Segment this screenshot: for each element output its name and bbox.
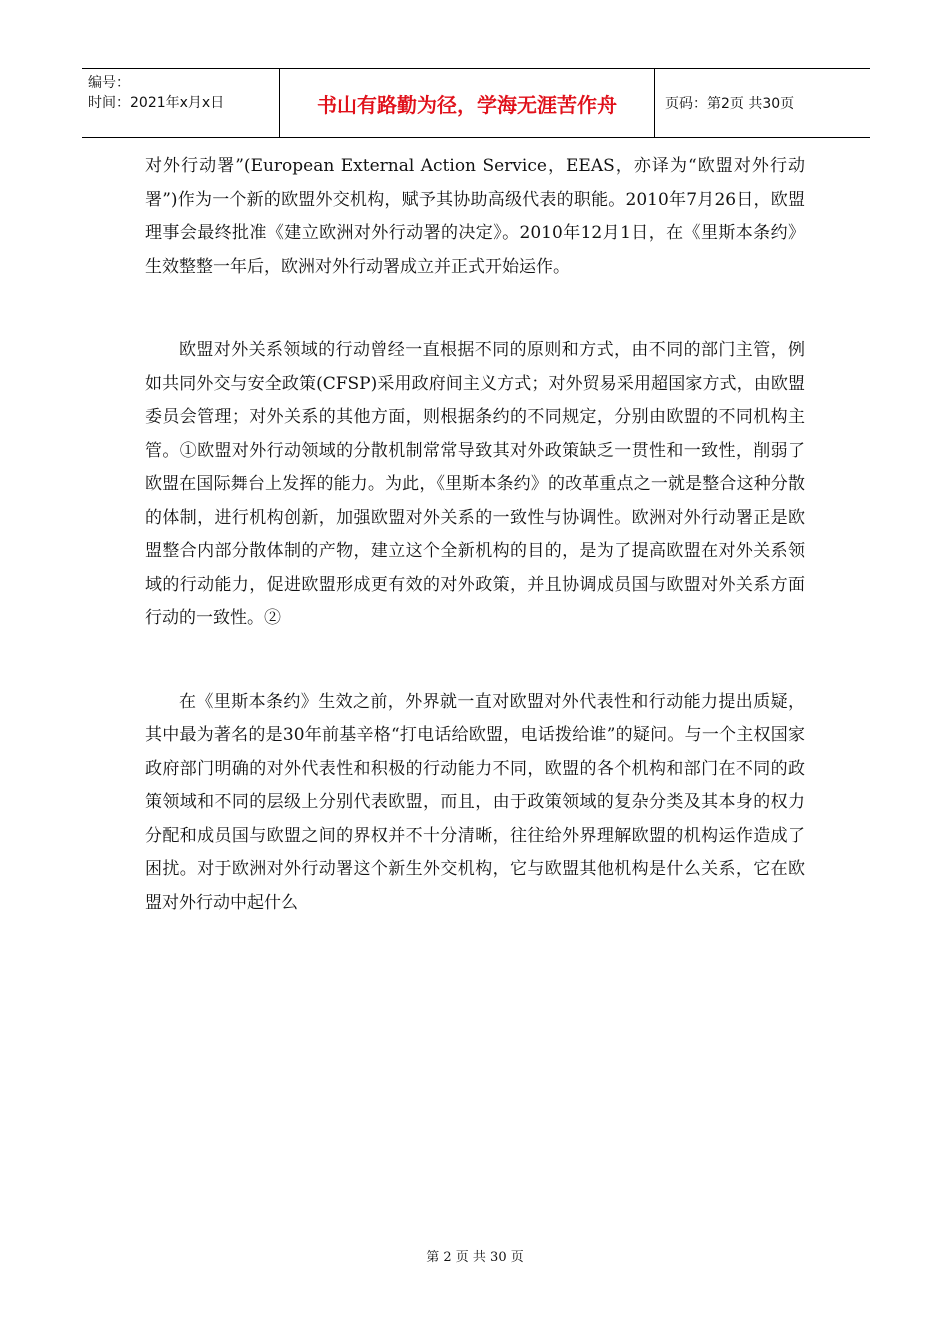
header-page-info: 页码：第2页 共30页 xyxy=(665,96,795,112)
paragraph-2: 欧盟对外关系领域的行动曾经一直根据不同的原则和方式，由不同的部门主管，例如共同外交与安全政策(CFSP)采用政府间主义方式；对外贸易采用超国家方式，由欧盟委员会管理；对外关系的其他方面，则根据条约的不同规定，分别由欧盟的不同机构主管。①欧盟对外行动领域的分散机制常常导致其对外政策缺乏一贯性和一致性，削弱了欧盟在国际舞台上发挥的能力。为此，《里斯本条约》的改革重点之一就是整合这种分散的体制，进行机构创新，加强欧盟对外关系的一致性与协调性。欧洲对外行动署正是欧盟整合内部分散体制的产物，建立这个全新机构的目的，是为了提高欧盟在对外关系领域的行动能力，促进欧盟形成更有效的对外政策，并且协调成员国与欧盟对外关系方面行动的一致性。② xyxy=(145,340,805,628)
page-header xyxy=(82,68,870,138)
paragraph-1: 对外行动署”(European External Action Service，EEAS，亦译为“欧盟对外行动署”)作为一个新的欧盟外交机构，赋予其协助高级代表的职能。2010年7月26日，欧盟理事会最终批准《建立欧洲对外行动署的决定》。2010年12月1日，在《里斯本条约》生效整整一年后，欧洲对外行动署成立并正式开始运作。 xyxy=(145,156,805,277)
paragraph-3: 在《里斯本条约》生效之前，外界就一直对欧盟对外代表性和行动能力提出质疑，其中最为著名的是30年前基辛格“打电话给欧盟，电话拨给谁”的疑问。与一个主权国家政府部门明确的对外代表性和积极的行动能力不同，欧盟的各个机构和部门在不同的政策领域和不同的层级上分别代表欧盟，而且，由于政策领域的复杂分类及其本身的权力分配和成员国与欧盟之间的界权并不十分清晰，往往给外界理解欧盟的机构运作造成了困扰。对于欧洲对外行动署这个新生外交机构，它与欧盟其他机构是什么关系，它在欧盟对外行动中起什么 xyxy=(145,691,805,913)
page-footer: 第 2 页 共 30 页 xyxy=(426,1250,524,1265)
header-motto: 书山有路勤为径，学海无涯苦作舟 xyxy=(280,69,655,137)
document-date: 时间：2021年x月x日 xyxy=(88,95,225,111)
document-number: 编号： xyxy=(88,75,130,91)
document-body xyxy=(145,150,805,920)
header-meta xyxy=(82,69,280,137)
